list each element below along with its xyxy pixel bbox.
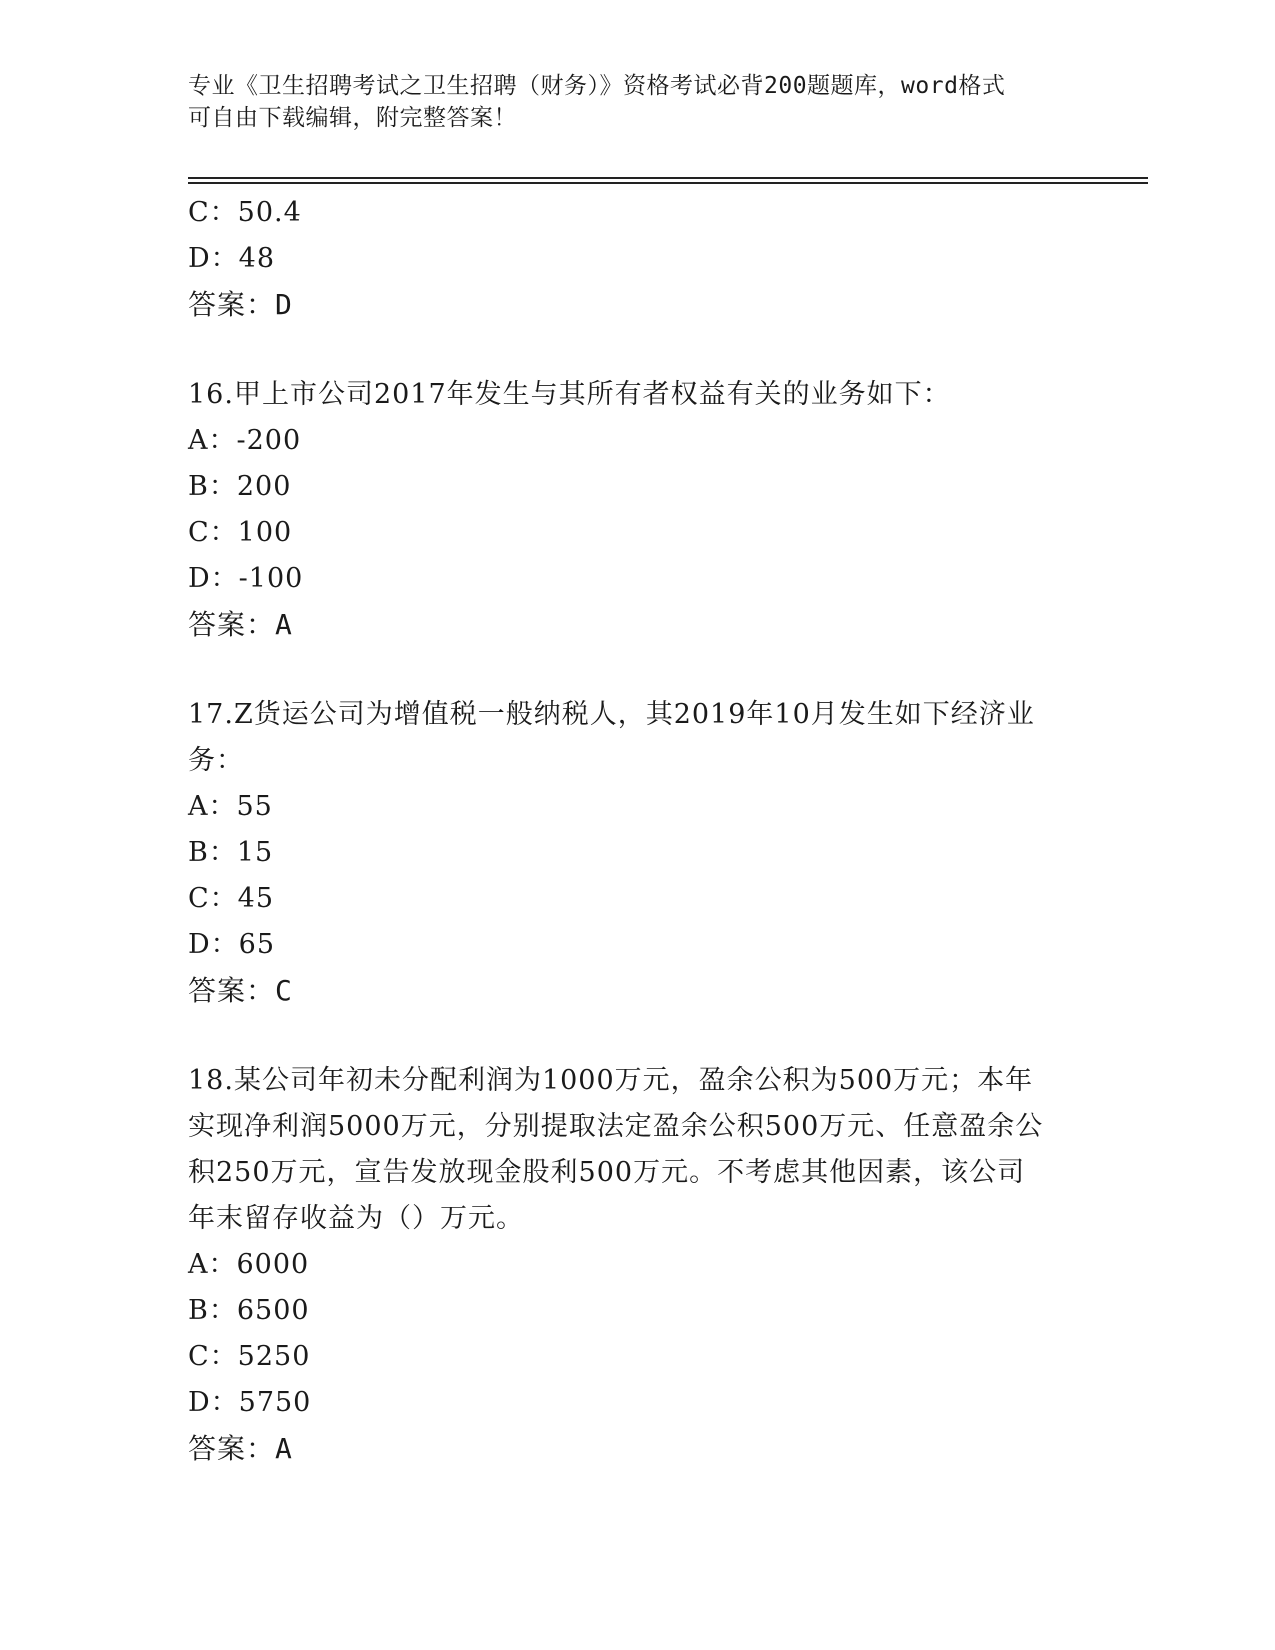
option-b: B：6500 [188,1295,310,1326]
spacer [188,328,1088,372]
header-divider-bottom [188,182,1148,184]
question-17 [188,692,1088,1014]
document-header [188,70,1088,134]
option-c: C：100 [188,517,293,548]
option-c: C：45 [188,883,275,914]
document-body [188,190,1088,1472]
option-a: A：55 [188,791,273,822]
question-stem-continued: 务： [188,745,244,776]
option-a: A：-200 [188,425,302,456]
answer-line: 答案：A [188,1432,293,1465]
option-d: D：-100 [188,563,304,594]
option-b: B：15 [188,837,274,868]
header-line-1: 专业《卫生招聘考试之卫生招聘（财务）》资格考试必背200题题库，word格式 [188,73,1006,99]
header-line-2: 可自由下载编辑，附完整答案！ [188,105,517,131]
question-stem-continued: 实现净利润5000万元，分别提取法定盈余公积500万元、任意盈余公 [188,1111,1044,1142]
spacer [188,648,1088,692]
question-18 [188,1058,1088,1472]
question-stem: 16.甲上市公司2017年发生与其所有者权益有关的业务如下： [188,379,951,410]
question-stem: 18.某公司年初未分配利润为1000万元，盈余公积为500万元；本年 [188,1065,1034,1096]
option-c: C：5250 [188,1341,311,1372]
question-16 [188,372,1088,648]
option-d: D：48 [188,243,276,274]
question-stem: 17.Z货运公司为增值税一般纳税人，其2019年10月发生如下经济业 [188,699,1035,730]
option-b: B：200 [188,471,292,502]
option-a: A：6000 [188,1249,310,1280]
question-stem-continued: 积250万元，宣告发放现金股利500万元。不考虑其他因素，该公司 [188,1157,1026,1188]
prev-question-block [188,190,1088,328]
answer-line: 答案：C [188,974,293,1007]
option-d: D：5750 [188,1387,312,1418]
header-divider-top [188,177,1148,179]
answer-line: 答案：A [188,608,293,641]
spacer [188,1014,1088,1058]
question-stem-continued: 年末留存收益为（）万元。 [188,1203,524,1234]
answer-line: 答案：D [188,288,293,321]
option-d: D：65 [188,929,276,960]
option-c: C：50.4 [188,197,302,228]
